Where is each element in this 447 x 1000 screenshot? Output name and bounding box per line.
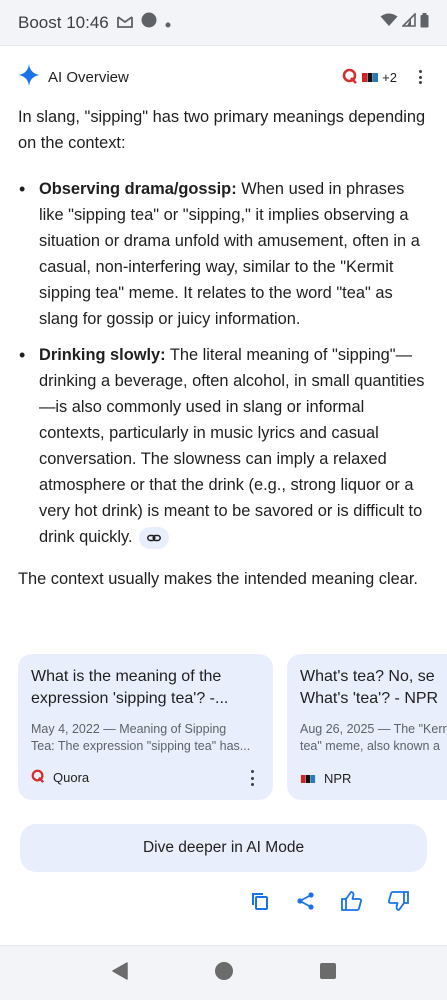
npr-icon (300, 771, 316, 786)
card-title-line: expression 'sipping tea'? -... (31, 690, 229, 707)
share-icon[interactable] (293, 888, 319, 914)
ai-overview-content (18, 104, 429, 612)
status-bar (0, 0, 447, 46)
meanings-list (18, 176, 429, 550)
intro-text: In slang, "sipping" has two primary meanings depending on the context: (18, 108, 426, 152)
source-card-npr[interactable] (287, 654, 447, 800)
thumbs-down-icon[interactable] (385, 888, 411, 914)
card-title-line: What is the meaning of the (31, 668, 222, 685)
card-source (300, 771, 351, 786)
card-title-line: What's 'tea'? - NPR (300, 690, 439, 707)
more-options-icon[interactable] (411, 66, 429, 88)
carrier-time: Boost 10:46 (18, 12, 109, 32)
circle-icon (141, 12, 157, 33)
npr-icon (362, 70, 378, 85)
card-snippet-line: May 4, 2022 — Meaning of Sipping (31, 722, 227, 736)
conclusion-text: The context usually makes the intended meaning clear. (18, 570, 418, 588)
bullet-heading: Observing drama/gossip: (39, 180, 237, 198)
list-item (18, 176, 429, 332)
recents-icon[interactable] (319, 962, 337, 985)
card-title (300, 666, 447, 712)
battery-icon (420, 13, 429, 33)
card-source (31, 769, 89, 786)
ai-overview-title: AI Overview (48, 68, 129, 86)
source-card-quora[interactable] (18, 654, 273, 800)
source-cards (18, 654, 447, 800)
home-icon[interactable] (214, 961, 234, 986)
wifi-icon (380, 13, 398, 32)
quora-icon (31, 769, 45, 786)
sources-chip[interactable] (342, 68, 397, 87)
card-title-line: What's tea? No, se (300, 668, 435, 685)
list-item (18, 342, 429, 550)
card-snippet (31, 721, 260, 755)
copy-icon[interactable] (247, 888, 273, 914)
feedback-actions (247, 888, 411, 914)
card-title (31, 666, 260, 712)
card-snippet-line: tea" meme, also known a (300, 739, 440, 753)
card-snippet-line: Aug 26, 2025 — The "Kerr (300, 722, 447, 736)
ai-overview-header (18, 60, 429, 94)
sparkle-icon (18, 64, 40, 91)
card-source-name: NPR (324, 771, 352, 786)
sources-more-count: +2 (382, 69, 397, 85)
quora-icon (342, 68, 358, 87)
back-icon[interactable] (111, 962, 129, 985)
bullet-heading: Drinking slowly: (39, 346, 166, 364)
card-source-name: Quora (53, 770, 90, 785)
card-more-icon[interactable] (249, 770, 255, 786)
signal-icon (402, 13, 416, 32)
bullet-text: The literal meaning of "sipping"—drinking a beverage, often alcohol, in small quantities—is also commonly used in slang or informal contexts, particularly in music lyrics and casual conversation. The slowness can imply a relaxed atmosphere or that the drink (e.g., strong liquor or a very hot drink) is meant to be savored or is difficult to drink quickly. (39, 346, 425, 546)
gmail-icon (117, 13, 133, 33)
thumbs-up-icon[interactable] (339, 888, 365, 914)
dot-icon (165, 13, 171, 33)
system-nav-bar (0, 945, 447, 1000)
card-snippet-line: Tea: The expression "sipping tea" has... (31, 739, 251, 753)
bullet-text: When used in phrases like "sipping tea" or "sipping," it implies observing a situation or drama unfold with amusement, often in a casual, non-interfering way, similar to the "Kermit sipping tea" meme. It relates to the word "tea" as slang for gossip or juicy information. (39, 180, 420, 328)
dive-deeper-button[interactable]: Dive deeper in AI Mode (20, 824, 427, 872)
link-icon[interactable] (139, 527, 169, 549)
card-snippet (300, 721, 447, 755)
